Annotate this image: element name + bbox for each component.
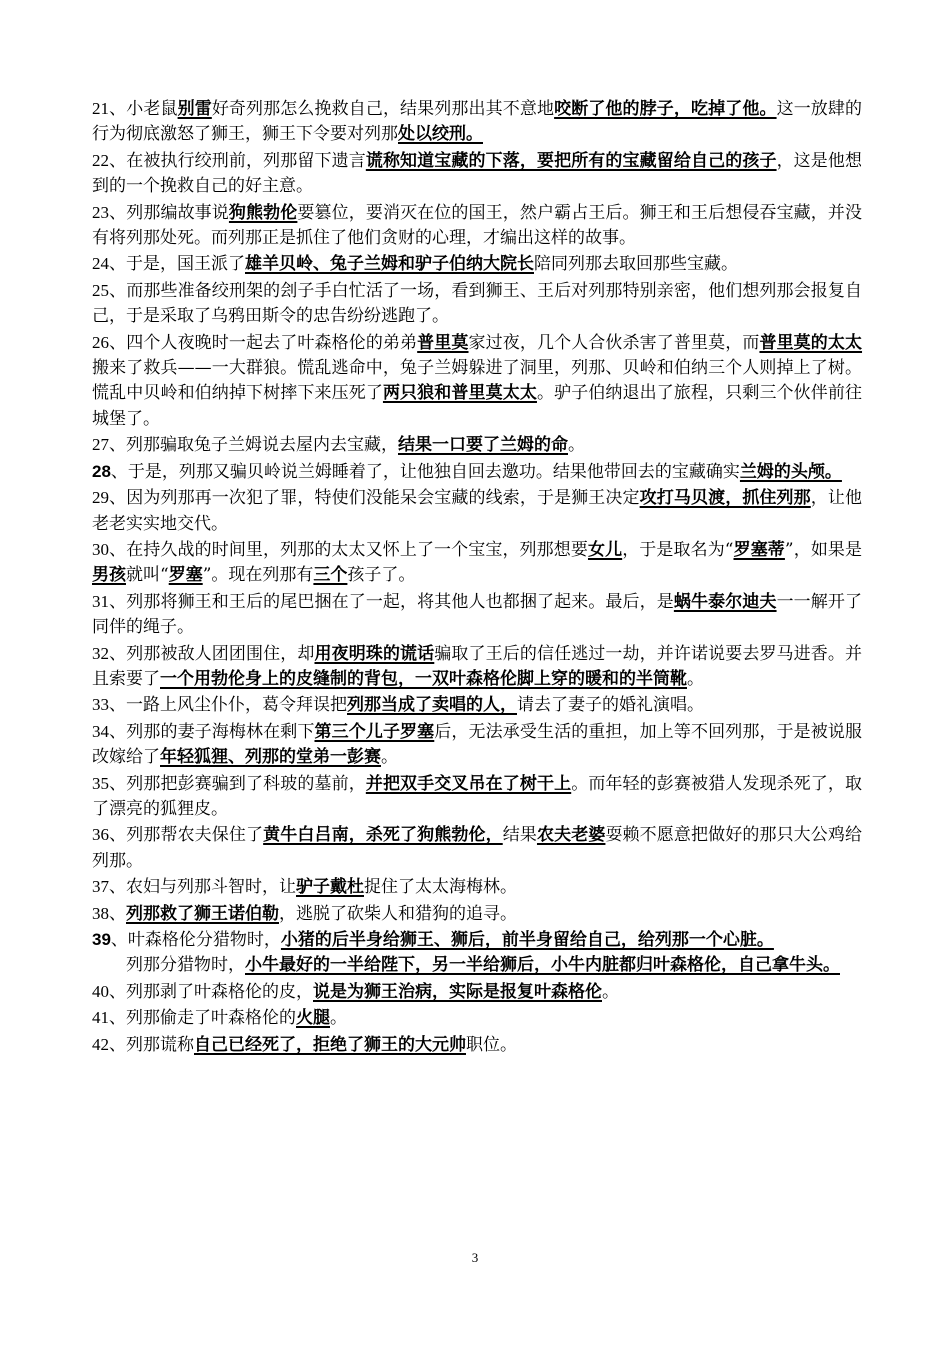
page-number: 3	[471, 1250, 479, 1265]
item-text: 陪同列那去取回那些宝藏。	[534, 254, 738, 275]
item-number: 35	[92, 773, 109, 793]
item-text: 后，无法承受生活的重担，加上等不回列那，于是被说服改嫁给了	[92, 721, 863, 768]
answer-text: 三个	[313, 565, 348, 586]
list-item	[92, 719, 862, 771]
item-number: 36	[92, 825, 109, 845]
item-text: 。	[381, 747, 398, 768]
item-text: 、列那编故事说	[109, 202, 229, 223]
item-number: 28	[92, 461, 111, 481]
item-number: 41	[92, 1008, 109, 1028]
list-item	[92, 901, 862, 927]
answer-text: 结果一口要了兰姆的命	[398, 435, 568, 456]
item-text: ，让他老老实实地交代。	[92, 488, 863, 534]
item-number: 37	[92, 877, 109, 897]
answer-text: 说是为狮王治病，实际是报复叶森格伦	[313, 981, 602, 1002]
list-item	[92, 771, 862, 823]
answer-text: 男孩	[92, 565, 126, 586]
answer-text: 自己已经死了，拒绝了狮王的大元帅	[194, 1034, 466, 1055]
item-text: 、于是，国王派了	[109, 254, 245, 275]
answer-text: 年轻狐狸、列那的堂弟一彭赛	[160, 747, 381, 768]
item-number: 40	[92, 981, 109, 1001]
item-number: 42	[92, 1034, 109, 1054]
document-body	[92, 96, 862, 1058]
item-number: 38	[92, 903, 109, 923]
item-text: 耍赖不愿意把做好的那只大公鸡给列那。	[92, 825, 863, 871]
answer-text: 普里莫的太太	[759, 332, 863, 353]
answer-text: 狗熊勃伦	[228, 202, 298, 223]
answer-text: 蜗牛泰尔迪夫	[673, 591, 777, 612]
item-text: 、列那的妻子海梅林在剩下	[109, 721, 315, 742]
answer-text: 农夫老婆	[536, 825, 606, 846]
answer-text: 黄牛白吕南，杀死了狗熊勃伦，	[263, 825, 503, 846]
item-number: 26	[92, 332, 109, 352]
item-text: 、在被执行绞刑前，列那留下遗言	[109, 150, 366, 171]
item-text: ”。现在列那有	[202, 565, 314, 586]
list-item	[92, 148, 862, 200]
item-text: 搬来了救兵——一大群狼。慌乱逃命中，兔子兰姆躲进了洞里，列那、贝岭和伯纳三个人则掉上了树。慌乱中贝岭和伯纳掉下树摔下来压死了	[92, 358, 862, 404]
answer-text: 并把双手交叉吊在了树干上	[365, 773, 572, 794]
item-text: ”，如果是	[784, 539, 863, 560]
list-item	[92, 251, 862, 277]
item-text: ，逃脱了砍柴人和猎狗的追寻。	[279, 903, 517, 924]
answer-text: 第三个儿子罗塞	[314, 721, 435, 742]
item-text: 、列那谎称	[109, 1034, 194, 1055]
item-text: 好奇列那怎么挽救自己，结果列那出其不意地	[211, 99, 555, 119]
list-item	[92, 330, 862, 433]
item-text: 、列那剥了叶森格伦的皮，	[109, 981, 313, 1002]
item-text: 、	[109, 903, 126, 924]
item-text: 要篡位，要消灭在位的国王，然户霸占王后。狮王和王后想侵吞宝藏，并没有将列那处死。而列那正是抓住了他们贪财的心理，才编出这样的故事。	[92, 202, 863, 249]
item-text: 、列那把彭赛骗到了科玻的墓前，	[109, 773, 366, 794]
list-item	[92, 96, 862, 148]
answer-text: 雄羊贝岭、兔子兰姆和驴子伯纳大院长	[245, 254, 534, 275]
item-text: ，于是取名为“	[622, 539, 734, 560]
item-number: 22	[92, 150, 109, 170]
item-text: 、而那些准备绞刑架的刽子手白忙活了一场，看到狮王、王后对列那特别亲密，他们想列那会报复自己，于是采取了乌鸦田斯令的忠告纷纷逃跑了。	[92, 280, 862, 327]
answer-text: 罗塞蒂	[733, 539, 785, 560]
list-item	[92, 589, 862, 641]
list-item	[92, 927, 862, 953]
answer-text: 火腿	[296, 1008, 330, 1029]
answer-text: 兰姆的头颅。	[739, 461, 842, 482]
item-text: 、列那偷走了叶森格伦的	[109, 1008, 296, 1029]
item-text: 。而年轻的彭赛被猎人发现杀死了，取了漂亮的狐狸皮。	[92, 773, 863, 819]
list-item	[92, 485, 862, 537]
answer-text: 小牛最好的一半给陛下，另一半给狮后，小牛内脏都归叶森格伦，自己拿牛头。	[245, 955, 840, 976]
item-text: 、在持久战的时间里，列那的太太又怀上了一个宝宝，列那想要	[109, 539, 588, 560]
item-text: 、因为列那再一次犯了罪，特使们没能呆会宝藏的线索，于是狮王决定	[109, 488, 640, 509]
item-text: 结果	[502, 825, 537, 846]
item-number: 31	[92, 591, 109, 611]
answer-text: 普里莫	[417, 332, 469, 353]
answer-text: 罗塞	[168, 565, 203, 586]
list-item	[92, 641, 862, 693]
item-text: 孩子了。	[347, 565, 416, 586]
item-text: 。	[602, 981, 619, 1002]
answer-text: 女儿	[587, 539, 623, 560]
item-number: 30	[92, 539, 109, 559]
item-text: 。驴子伯纳退出了旅程，只剩三个伙伴前往城堡了。	[92, 383, 863, 429]
answer-text: 咬断了他的脖子，吃掉了他。	[554, 99, 777, 119]
item-text: 职位。	[466, 1034, 517, 1055]
list-item	[92, 1005, 862, 1031]
answer-text: 列那救了狮王诺伯勒	[126, 903, 279, 924]
item-text: 、叶森格伦分猎物时，	[110, 930, 281, 950]
item-text: 、一路上风尘仆仆，葛令拜误把	[109, 695, 347, 716]
item-text: ，这是他想到的一个挽救自己的好主意。	[92, 150, 863, 197]
item-text: 。	[330, 1008, 347, 1029]
item-number: 23	[92, 202, 109, 222]
answer-text: 攻打马贝渡，抓住列那	[639, 488, 811, 509]
list-item	[92, 459, 862, 485]
item-number: 21	[92, 99, 109, 118]
item-text: 。	[687, 668, 704, 689]
item-number: 39	[92, 930, 111, 949]
list-item	[92, 874, 862, 900]
item-text: 、小老鼠	[109, 99, 178, 119]
item-text: 、列那将狮王和王后的尾巴捆在了一起，将其他人也都捆了起来。最后，是	[109, 591, 674, 612]
answer-text: 小猪的后半身给狮王、狮后，前半身留给自己，给列那一个心脏。	[280, 930, 774, 950]
answer-text: 用夜明珠的谎话	[314, 643, 435, 664]
item-text: 列那分猎物时，	[126, 955, 245, 976]
list-item	[92, 979, 862, 1005]
list-item	[92, 692, 862, 718]
item-text: 家过夜，几个人合伙杀害了普里莫，而	[468, 332, 760, 353]
item-text: 。	[568, 435, 585, 456]
list-item	[92, 537, 862, 589]
answer-text: 别雷	[177, 99, 212, 119]
list-item	[92, 1032, 862, 1058]
item-text: 这一放肆的行为彻底激怒了狮王，狮王下令要对列那	[92, 99, 863, 145]
list-item	[92, 953, 862, 978]
list-item	[92, 822, 862, 874]
item-text: 捉住了太太海梅林。	[364, 877, 517, 898]
item-text: 请去了妻子的婚礼演唱。	[517, 695, 704, 716]
item-number: 34	[92, 721, 109, 741]
list-item	[92, 432, 862, 458]
item-number: 25	[92, 280, 109, 300]
item-number: 24	[92, 254, 109, 274]
item-text: 、四个人夜晚时一起去了叶森格伦的弟弟	[109, 332, 418, 353]
item-number: 33	[92, 695, 109, 715]
answer-text: 驴子戴杜	[296, 877, 364, 898]
item-text: 、列那骗取兔子兰姆说去屋内去宝藏，	[109, 435, 398, 456]
list-item	[92, 278, 862, 330]
item-text: 、列那被敌人团团围住，却	[109, 643, 315, 664]
answer-text: 处以绞刑。	[398, 124, 483, 145]
item-number: 29	[92, 488, 109, 508]
list-item	[92, 200, 862, 252]
item-text: 、列那帮农夫保住了	[109, 825, 264, 846]
answer-text: 谎称知道宝藏的下落，要把所有的宝藏留给自己的孩子	[365, 150, 777, 171]
answer-text: 两只狼和普里莫太太	[382, 383, 537, 404]
item-text: 、于是，列那又骗贝岭说兰姆睡着了，让他独自回去邀功。结果他带回去的宝藏确实	[110, 461, 740, 482]
item-number: 27	[92, 435, 109, 455]
item-text: 骗取了王后的信任逃过一劫，并许诺说要去罗马进香。并且索要了	[92, 643, 863, 689]
item-text: 一一解开了同伴的绳子。	[92, 591, 863, 638]
answer-text: 列那当成了卖唱的人，	[347, 695, 517, 716]
item-text: 、农妇与列那斗智时，让	[109, 877, 296, 898]
item-text: 就叫“	[126, 565, 169, 586]
item-number: 32	[92, 643, 109, 663]
answer-text: 一个用勃伦身上的皮缝制的背包，一双叶森格伦脚上穿的暖和的半筒靴	[160, 668, 687, 689]
